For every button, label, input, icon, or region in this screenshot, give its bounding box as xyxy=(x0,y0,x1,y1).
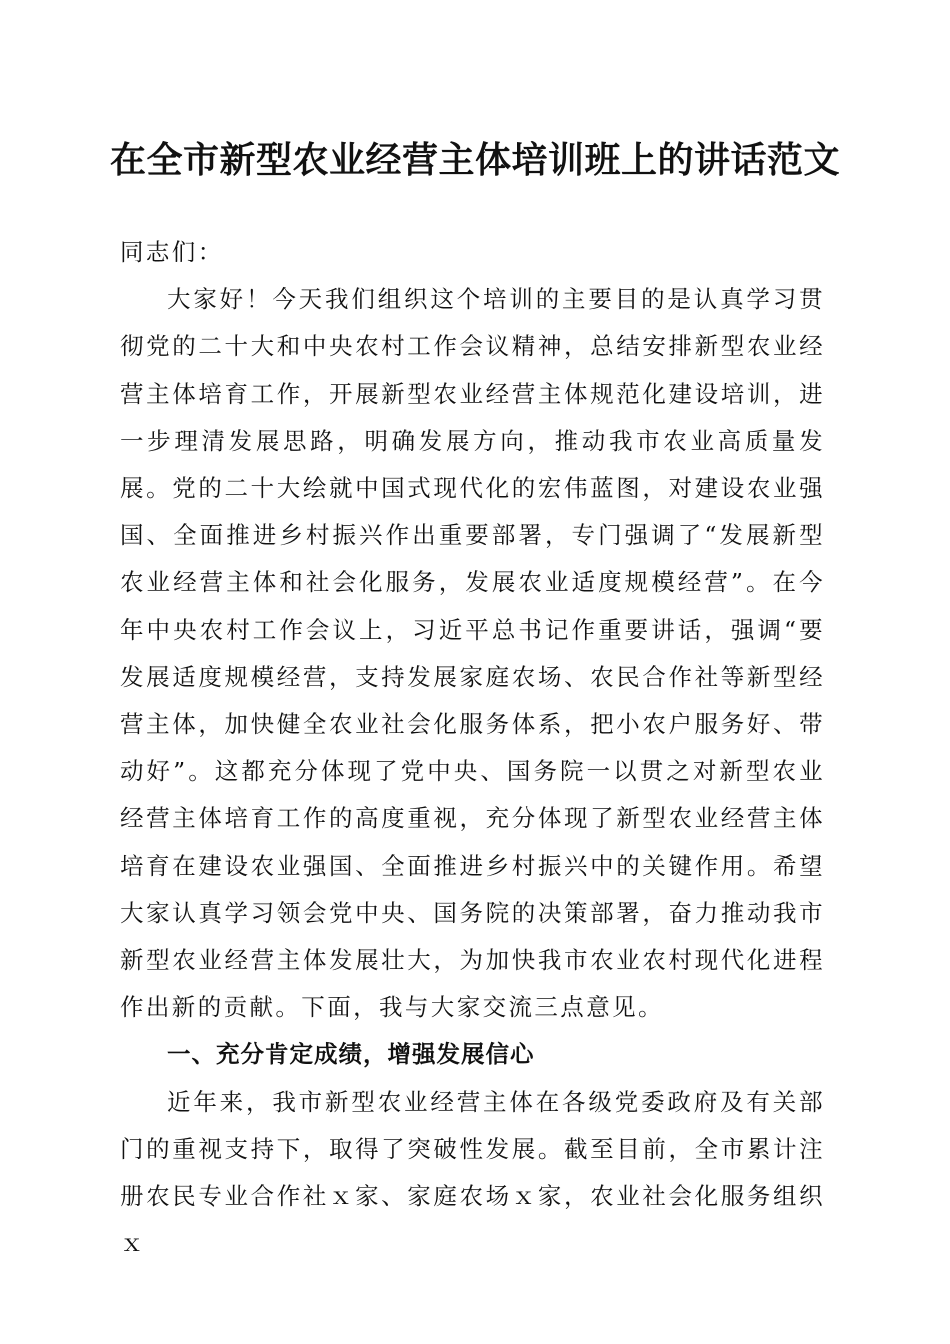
body-paragraph: 大家好！今天我们组织这个培训的主要目的是认真学习贯彻党的二十大和中央农村工作会议精神，总结安排新型农业经营主体培育工作，开展新型农业经营主体规范化建设培训，进一步理清发展思路，明确发展方向，推动我市农业高质量发展。党的二十大绘就中国式现代化的宏伟蓝图，对建设农业强国、全面推进乡村振兴作出重要部署，专门强调了“发展新型农业经营主体和社会化服务，发展农业适度规模经营”。在今年中央农村工作会议上，习近平总书记作重要讲话，强调“要发展适度规模经营，支持发展家庭农场、农民合作社等新型经营主体，加快健全农业社会化服务体系，把小农户服务好、带动好”。这都充分体现了党中央、国务院一以贯之对新型农业经营主体培育工作的高度重视，充分体现了新型农业经营主体培育在建设农业强国、全面推进乡村振兴中的关键作用。希望大家认真学习领会党中央、国务院的决策部署，奋力推动我市新型农业经营主体发展壮大，为加快我市农业农村现代化进程作出新的贡献。下面，我与大家交流三点意见。 xyxy=(120,285,825,1022)
document-body xyxy=(120,229,825,1267)
salutation: 同志们： xyxy=(120,238,224,266)
document-title: 在全市新型农业经营主体培训班上的讲话范文 xyxy=(109,139,840,181)
section-paragraph: 近年来，我市新型农业经营主体在各级党委政府及有关部门的重视支持下，取得了突破性发展。截至目前，全市累计注册农民专业合作社ｘ家、家庭农场ｘ家，农业社会化服务组织ｘ xyxy=(120,1087,825,1258)
section-heading: 一、充分肯定成绩，增强发展信心 xyxy=(167,1040,535,1069)
